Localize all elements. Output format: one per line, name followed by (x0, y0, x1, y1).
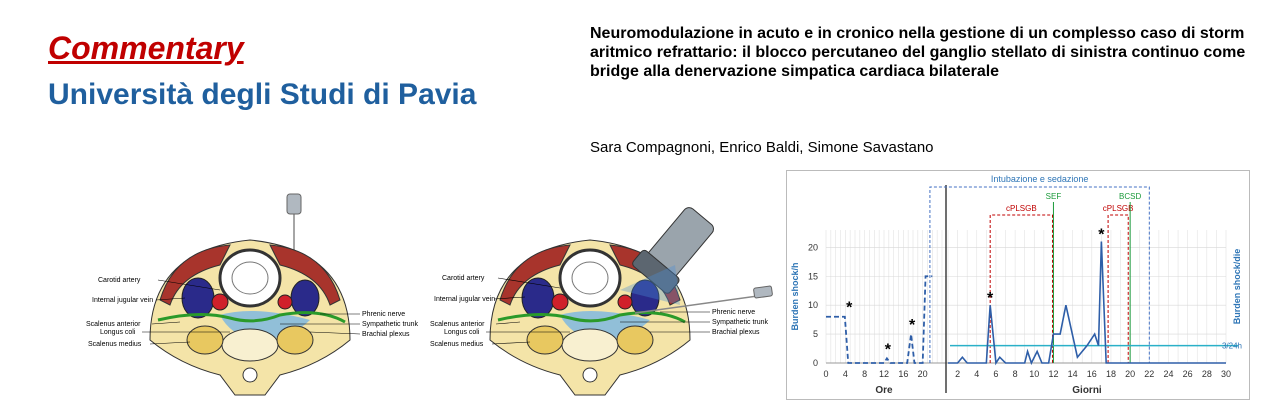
label-carotid-artery: Carotid artery (98, 277, 141, 284)
x-tick-label: 20 (1125, 369, 1136, 379)
x-axis-label-giorni: Giorni (1072, 385, 1102, 396)
x-tick-label: 16 (1086, 369, 1097, 379)
asterisk-marker: * (1098, 226, 1105, 244)
asterisk-marker: * (908, 317, 916, 335)
asterisk-marker: * (884, 341, 892, 359)
y-tick-label: 15 (807, 271, 818, 282)
label-longus-coli: Longus coli (100, 329, 136, 336)
x-tick-label: 14 (1067, 369, 1078, 379)
label-phrenic-nerve-2: Phrenic nerve (712, 309, 756, 316)
x-tick-label: 0 (823, 369, 829, 379)
label-brachial-plexus-2: Brachial plexus (712, 329, 760, 336)
x-axis-label-ore: Ore (875, 385, 893, 396)
x-tick-label: 4 (842, 369, 848, 379)
x-tick-label: 20 (917, 369, 928, 379)
cplsgb-bracket-1-label: cPLSGB (1005, 204, 1037, 213)
label-phrenic-nerve: Phrenic nerve (362, 311, 406, 318)
label-scalenus-anterior-2: Scalenus anterior (430, 321, 485, 328)
label-scalenus-medius: Scalenus medius (88, 341, 142, 348)
y-tick-label: 20 (807, 242, 818, 253)
x-tick-label: 2 (955, 369, 961, 379)
x-tick-label: 18 (1105, 369, 1116, 379)
y-tick-label: 0 (812, 358, 818, 368)
label-brachial-plexus: Brachial plexus (362, 331, 410, 338)
x-tick-label: 8 (1012, 369, 1018, 379)
anatomy-figure-right (420, 195, 780, 400)
label-internal-jugular-vein: Internal jugular vein (92, 297, 154, 304)
label-scalenus-medius-2: Scalenus medius (430, 341, 484, 348)
asterisk-marker: * (846, 299, 853, 317)
shock-burden-chart (786, 170, 1250, 400)
asterisk-marker: * (987, 290, 994, 308)
anatomy-figure-left (80, 190, 420, 400)
commentary-heading: Commentary (48, 30, 244, 66)
label-internal-jugular-vein-2: Internal jugular vein (434, 296, 496, 303)
x-tick-label: 12 (878, 369, 890, 379)
threshold-label: 3/24h (1221, 341, 1242, 351)
x-tick-label: 22 (1144, 369, 1155, 379)
label-scalenus-anterior: Scalenus anterior (86, 321, 141, 328)
paper-authors: Sara Compagnoni, Enrico Baldi, Simone Savastano (590, 139, 934, 156)
cplsgb-bracket-2-label: cPLSGB (1102, 204, 1134, 213)
x-tick-label: 12 (1048, 369, 1059, 379)
y-axis-label-left: Burden shock/h (790, 262, 800, 331)
x-tick-label: 10 (1029, 369, 1040, 379)
neck-cross-section-left (150, 194, 350, 395)
x-tick-label: 30 (1220, 369, 1232, 379)
neck-cross-section-right (490, 201, 773, 395)
x-tick-label: 26 (1182, 369, 1193, 379)
label-carotid-artery-2: Carotid artery (442, 275, 485, 282)
label-sympathetic-trunk: Sympathetic trunk (362, 321, 419, 328)
y-tick-label: 10 (807, 300, 818, 311)
label-longus-coli-2: Longus coli (444, 329, 480, 336)
x-tick-label: 16 (898, 369, 909, 379)
x-tick-label: 28 (1201, 369, 1212, 379)
y-axis-label-right: Burden shock/die (1232, 248, 1242, 325)
paper-title: Neuromodulazione in acuto e in cronico nella gestione di un complesso caso di storm aritmico refrattario: il blocco percutaneo del ganglio stellato di sinistra continuo come bridge alla denervazione simpatica cardiaca bilaterale (590, 25, 1246, 80)
bcsd-label: BCSD (1119, 192, 1142, 201)
y-tick-label: 5 (812, 329, 818, 340)
label-sympathetic-trunk-2: Sympathetic trunk (712, 319, 769, 326)
sef-label: SEF (1045, 192, 1062, 201)
x-tick-label: 4 (974, 369, 980, 379)
x-tick-label: 6 (993, 369, 999, 379)
x-tick-label: 24 (1163, 369, 1174, 379)
intubation-label: Intubazione e sedazione (990, 174, 1089, 184)
university-name: Università degli Studi di Pavia (48, 78, 477, 111)
x-tick-label: 8 (862, 369, 868, 379)
